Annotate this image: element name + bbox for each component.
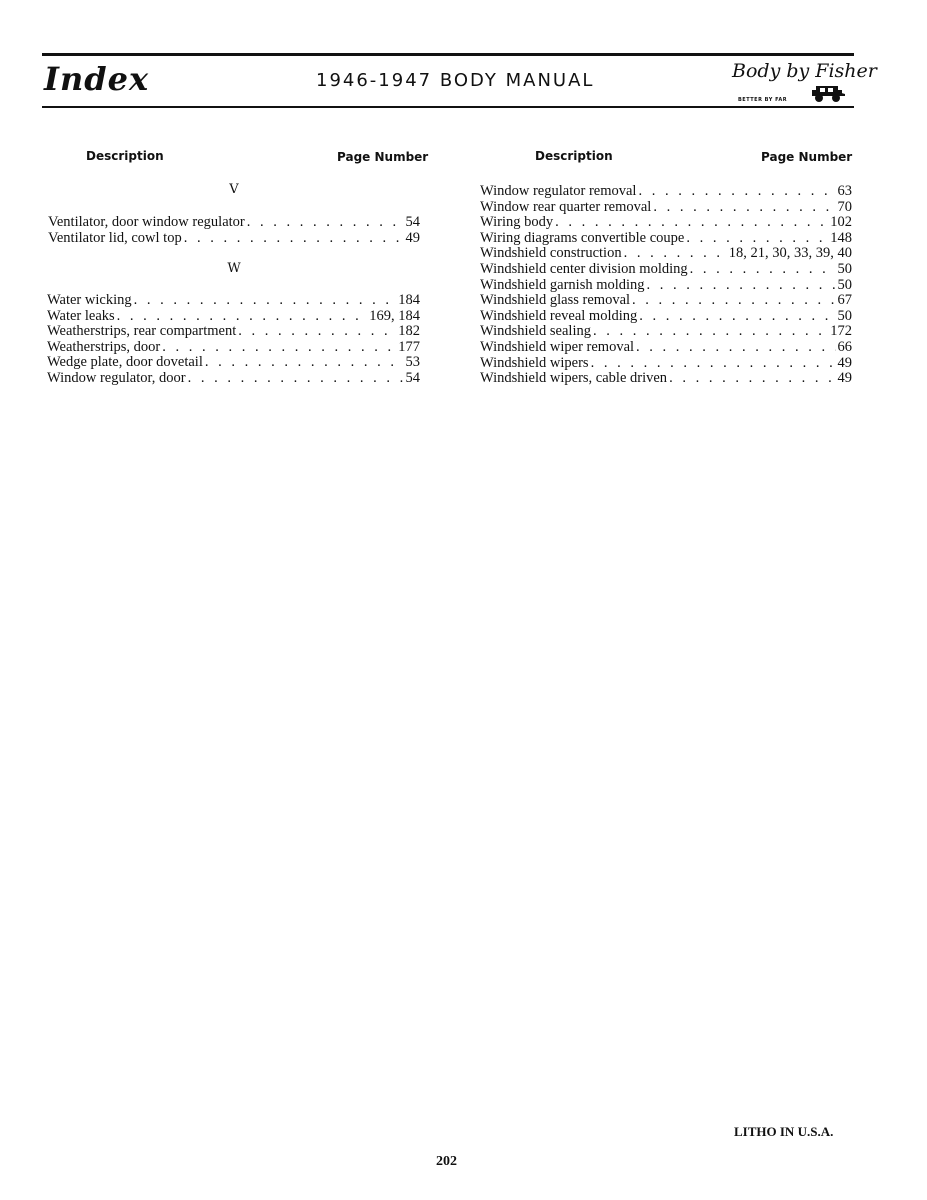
index-entry xyxy=(480,323,852,339)
header-top-rule xyxy=(42,53,854,56)
entry-label: Windshield center division molding xyxy=(480,260,688,277)
entry-pages: 148 xyxy=(830,229,852,246)
entry-label: Windshield glass removal xyxy=(480,292,631,309)
entry-pages: 50 xyxy=(837,260,852,277)
index-entry xyxy=(47,292,420,308)
leader-dots xyxy=(188,370,404,387)
index-entry xyxy=(48,230,420,246)
leader-dots xyxy=(647,277,836,294)
leader-dots xyxy=(205,354,404,371)
entry-label: Ventilator, door window regulator xyxy=(48,214,245,230)
index-entry xyxy=(480,308,852,324)
index-entry xyxy=(48,214,420,230)
manual-title: 1946-1947 BODY MANUAL xyxy=(316,70,595,91)
entry-pages: 53 xyxy=(405,354,420,371)
leader-dots xyxy=(686,230,828,247)
entry-pages: 50 xyxy=(837,276,852,293)
index-entry xyxy=(47,308,420,324)
litho-imprint: LITHO IN U.S.A. xyxy=(734,1124,834,1139)
entry-label: Window rear quarter removal xyxy=(480,198,652,215)
entry-label: Ventilator lid, cowl top xyxy=(48,229,182,246)
entry-pages: 66 xyxy=(837,338,852,355)
index-entry xyxy=(47,370,420,386)
logo-script-text: Body by Fisher xyxy=(732,60,877,82)
left-description-heading: Description xyxy=(86,149,164,163)
leader-dots xyxy=(690,261,836,278)
right-index-list xyxy=(480,183,852,386)
entry-label: Wiring diagrams convertible coupe xyxy=(480,229,685,246)
index-entry xyxy=(47,354,420,370)
index-entry xyxy=(480,292,852,308)
entry-pages: 54 xyxy=(405,214,420,230)
leader-dots xyxy=(134,292,397,309)
index-entry xyxy=(480,277,852,293)
entry-pages: 63 xyxy=(837,183,852,199)
leader-dots xyxy=(638,183,835,200)
index-entry xyxy=(480,370,852,386)
leader-dots xyxy=(117,308,368,325)
leader-dots xyxy=(653,199,835,216)
entry-pages: 182 xyxy=(398,323,420,340)
entry-label: Wiring body xyxy=(480,214,554,231)
entry-label: Windshield reveal molding xyxy=(480,307,638,324)
leader-dots xyxy=(632,292,835,309)
index-entry xyxy=(47,339,420,355)
leader-dots xyxy=(184,230,404,247)
entry-pages: 67 xyxy=(837,292,852,309)
entry-label: Water wicking xyxy=(47,292,132,308)
leader-dots xyxy=(162,339,396,356)
leader-dots xyxy=(591,355,836,372)
entry-pages: 169, 184 xyxy=(369,307,420,324)
entry-label: Weatherstrips, door xyxy=(47,338,161,355)
index-entry xyxy=(480,214,852,230)
leader-dots xyxy=(238,323,396,340)
right-page-number-heading: Page Number xyxy=(761,150,853,164)
logo-tagline: BETTER BY FAR xyxy=(738,97,788,103)
leader-dots xyxy=(669,370,835,387)
body-by-fisher-logo xyxy=(728,60,877,106)
entry-pages: 18, 21, 30, 33, 39, 40 xyxy=(728,245,852,262)
index-title: Index xyxy=(44,60,150,98)
leader-dots xyxy=(636,339,835,356)
entry-label: Windshield wipers, cable driven xyxy=(480,370,668,387)
leader-dots xyxy=(624,245,727,262)
entry-label: Wedge plate, door dovetail xyxy=(47,354,203,371)
section-letter-v: V xyxy=(229,182,239,197)
index-entry xyxy=(480,199,852,215)
left-page-number-heading: Page Number xyxy=(337,150,429,164)
entry-pages: 50 xyxy=(837,307,852,324)
page-number: 202 xyxy=(436,1154,457,1169)
entry-pages: 177 xyxy=(398,338,420,355)
leader-dots xyxy=(639,308,835,325)
entry-label: Water leaks xyxy=(47,307,115,324)
entry-label: Windshield sealing xyxy=(480,323,591,340)
entry-pages: 184 xyxy=(398,292,420,308)
leader-dots xyxy=(593,323,828,340)
index-entry xyxy=(480,261,852,277)
left-index-list-v xyxy=(48,214,420,245)
entry-label: Windshield wipers xyxy=(480,354,589,371)
left-index-list-w xyxy=(47,292,420,386)
section-letter-w: W xyxy=(227,261,241,276)
index-entry xyxy=(480,339,852,355)
entry-label: Windshield wiper removal xyxy=(480,338,635,355)
entry-pages: 49 xyxy=(405,229,420,246)
right-description-heading: Description xyxy=(535,149,613,163)
entry-pages: 54 xyxy=(405,369,420,386)
entry-pages: 70 xyxy=(837,198,852,215)
entry-label: Weatherstrips, rear compartment xyxy=(47,323,237,340)
entry-pages: 102 xyxy=(830,214,852,231)
leader-dots xyxy=(247,214,404,231)
index-entry xyxy=(47,323,420,339)
index-entry xyxy=(480,355,852,371)
index-entry xyxy=(480,245,852,261)
entry-label: Windshield garnish molding xyxy=(480,276,645,293)
index-entry xyxy=(480,230,852,246)
header-bottom-rule xyxy=(42,106,854,108)
entry-label: Window regulator, door xyxy=(47,369,186,386)
leader-dots xyxy=(555,214,828,231)
entry-pages: 49 xyxy=(837,354,852,371)
entry-pages: 49 xyxy=(837,370,852,387)
fisher-coach-icon xyxy=(808,82,846,104)
entry-label: Window regulator removal xyxy=(480,183,637,199)
index-entry xyxy=(480,183,852,199)
entry-label: Windshield construction xyxy=(480,245,622,262)
entry-pages: 172 xyxy=(830,323,852,340)
